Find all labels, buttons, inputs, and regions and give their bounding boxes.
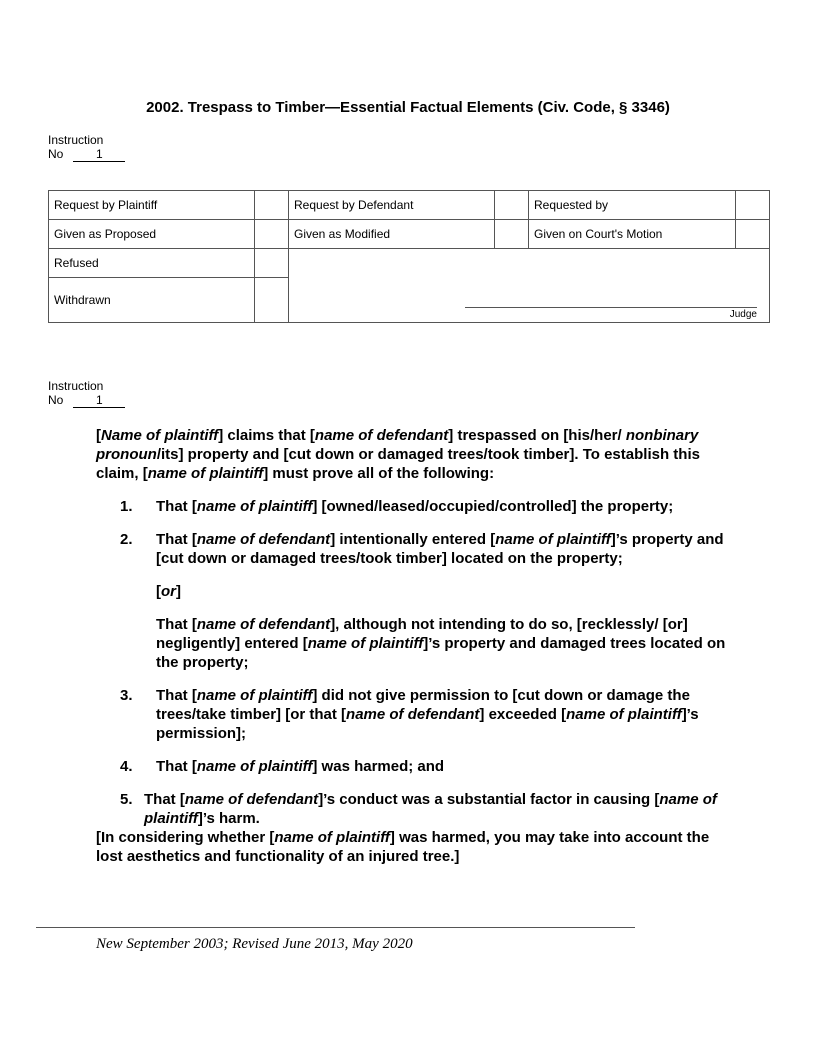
- closing-paragraph: [In considering whether [name of plaintiff] was harmed, you may take into account the lost aesthetics and functionality of an injured tree.]: [96, 829, 710, 865]
- request-table: [48, 190, 770, 323]
- instruction-body: [96, 426, 736, 866]
- instruction-label: Instruction: [48, 133, 104, 147]
- requested-by-checkbox[interactable]: [736, 191, 770, 220]
- request-by-defendant-label: Request by Defendant: [289, 191, 495, 220]
- element-2: 2. That [name of defendant] intentionally entered [name of plaintiff]’s property and [cut down or damaged trees/took timber] located on the property;: [120, 531, 724, 567]
- request-by-plaintiff-label: Request by Plaintiff: [49, 191, 255, 220]
- given-on-courts-motion-checkbox[interactable]: [736, 220, 770, 249]
- judge-signature-line[interactable]: [465, 307, 757, 308]
- intro-paragraph: [Name of plaintiff] claims that [name of defendant] trespassed on [his/her/ nonbinary pronoun/its] property and [cut down or damaged trees/took timber]. To establish this claim, [name of plaintiff] must prove all of the following:: [96, 427, 700, 482]
- instruction-label: Instruction: [48, 379, 104, 393]
- judge-signature-area: [289, 249, 770, 323]
- refused-checkbox[interactable]: [255, 249, 289, 278]
- element-4: 4. That [name of plaintiff] was harmed; and: [120, 758, 445, 775]
- request-by-plaintiff-checkbox[interactable]: [255, 191, 289, 220]
- withdrawn-checkbox[interactable]: [255, 278, 289, 323]
- refused-label: Refused: [49, 249, 255, 278]
- request-by-defendant-checkbox[interactable]: [495, 191, 529, 220]
- given-as-proposed-label: Given as Proposed: [49, 220, 255, 249]
- footer-divider: [36, 927, 635, 928]
- judge-label: Judge: [729, 309, 757, 320]
- given-as-modified-label: Given as Modified: [289, 220, 495, 249]
- instruction-no-value: 1: [73, 148, 125, 162]
- element-5: 5. That [name of defendant]’s conduct was a substantial factor in causing [name of plaintiff]’s harm.: [120, 791, 717, 827]
- withdrawn-label: Withdrawn: [49, 278, 255, 323]
- revision-history: New September 2003; Revised June 2013, May 2020: [96, 936, 413, 952]
- instruction-number-top: [48, 133, 125, 162]
- page-title: 2002. Trespass to Timber—Essential Factual Elements (Civ. Code, § 3346): [146, 99, 670, 116]
- given-as-modified-checkbox[interactable]: [495, 220, 529, 249]
- element-1: 1. That [name of plaintiff] [owned/leased/occupied/controlled] the property;: [120, 498, 674, 515]
- instruction-number-bottom: [48, 379, 125, 408]
- requested-by-label: Requested by: [529, 191, 736, 220]
- or-alternative: [or]: [156, 583, 181, 600]
- given-as-proposed-checkbox[interactable]: [255, 220, 289, 249]
- instruction-no-label: No: [48, 393, 64, 407]
- given-on-courts-motion-label: Given on Court's Motion: [529, 220, 736, 249]
- element-3: 3. That [name of plaintiff] did not give permission to [cut down or damage the trees/take timber] [or that [name of defendant] exceeded [name of plaintiff]’s permission];: [120, 687, 699, 742]
- instruction-no-value: 1: [73, 394, 125, 408]
- instruction-no-label: No: [48, 147, 64, 161]
- element-2-alternative: That [name of defendant], although not intending to do so, [recklessly/ [or] negligently] entered [name of plaintiff]’s property and damaged trees located on the property;: [156, 616, 726, 671]
